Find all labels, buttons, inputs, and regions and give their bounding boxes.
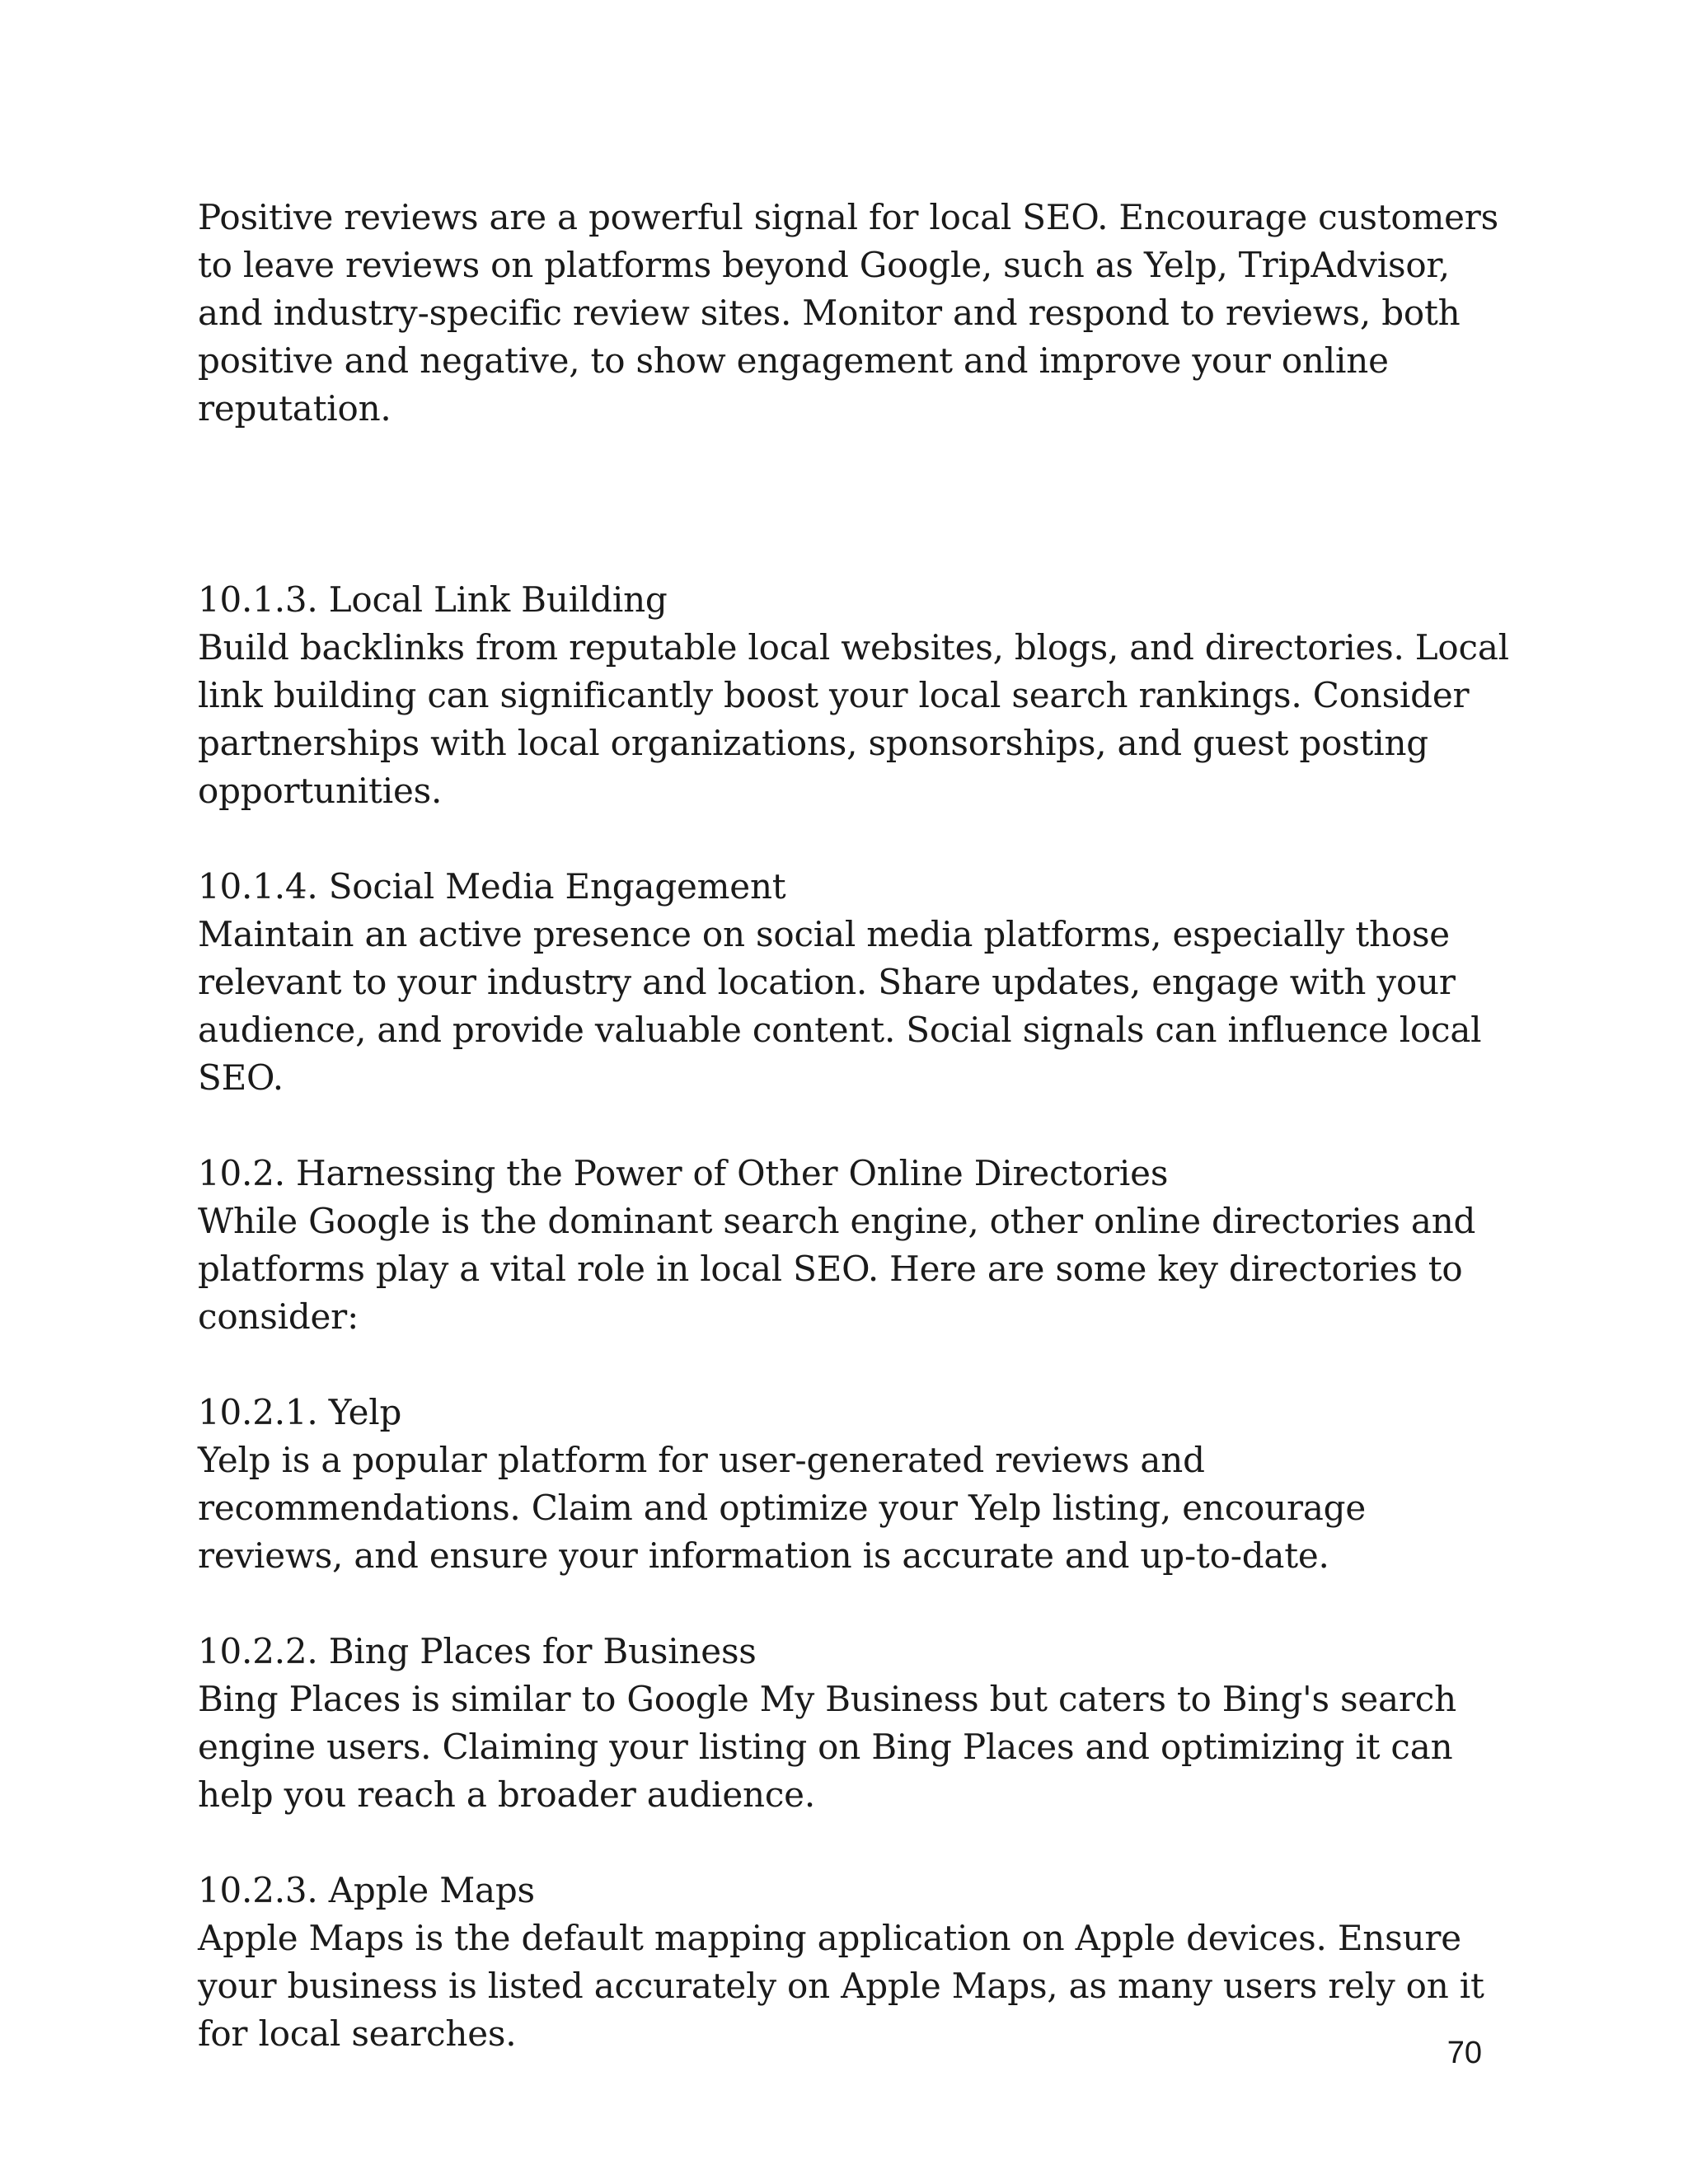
section-apple-maps bbox=[198, 1867, 1517, 2058]
section-body: Maintain an active presence on social media platforms, especially those relevant to your industry and location. Share updates, engage with your audience, and provide valuable content. Social signals can influence local SEO. bbox=[198, 914, 1482, 1098]
section-yelp bbox=[198, 1389, 1517, 1580]
section-local-link-building bbox=[198, 576, 1517, 815]
section-heading: 10.2. Harnessing the Power of Other Online Directories bbox=[198, 1153, 1169, 1193]
section-body: Build backlinks from reputable local websites, blogs, and directories. Local link building can significantly boost your local search rankings. Consider partnerships with local organizations, sponsorships, and guest posting opportunities. bbox=[198, 627, 1509, 811]
section-heading: 10.1.3. Local Link Building bbox=[198, 579, 668, 620]
section-body: While Google is the dominant search engine, other online directories and platforms play a vital role in local SEO. Here are some key directories to consider: bbox=[198, 1201, 1476, 1337]
section-heading: 10.2.3. Apple Maps bbox=[198, 1870, 535, 1910]
spacer bbox=[198, 1102, 1517, 1150]
spacer bbox=[198, 815, 1517, 863]
section-heading: 10.1.4. Social Media Engagement bbox=[198, 866, 786, 907]
page-number: 70 bbox=[1447, 2036, 1482, 2070]
section-body: Bing Places is similar to Google My Business but caters to Bing's search engine users. Claiming your listing on Bing Places and optimizing it can help you reach a broader audience. bbox=[198, 1679, 1456, 1815]
spacer bbox=[198, 1580, 1517, 1628]
section-other-online-directories bbox=[198, 1150, 1517, 1341]
page-content bbox=[198, 194, 1517, 2058]
spacer bbox=[198, 1819, 1517, 1867]
section-bing-places bbox=[198, 1628, 1517, 1819]
section-social-media-engagement bbox=[198, 863, 1517, 1102]
spacer bbox=[198, 433, 1517, 576]
section-body: Yelp is a popular platform for user-generated reviews and recommendations. Claim and optimize your Yelp listing, encourage reviews, and ensure your information is accurate and up-to-date. bbox=[198, 1440, 1367, 1576]
section-body: Apple Maps is the default mapping application on Apple devices. Ensure your business is listed accurately on Apple Maps, as many users rely on it for local searches. bbox=[198, 1918, 1484, 2054]
section-heading: 10.2.2. Bing Places for Business bbox=[198, 1631, 757, 1671]
intro-paragraph: Positive reviews are a powerful signal for local SEO. Encourage customers to leave reviews on platforms beyond Google, such as Yelp, TripAdvisor, and industry-specific review sites. Monitor and respond to reviews, both positive and negative, to show engagement and improve your online reputation. bbox=[198, 197, 1498, 429]
section-heading: 10.2.1. Yelp bbox=[198, 1392, 402, 1432]
spacer bbox=[198, 1341, 1517, 1389]
